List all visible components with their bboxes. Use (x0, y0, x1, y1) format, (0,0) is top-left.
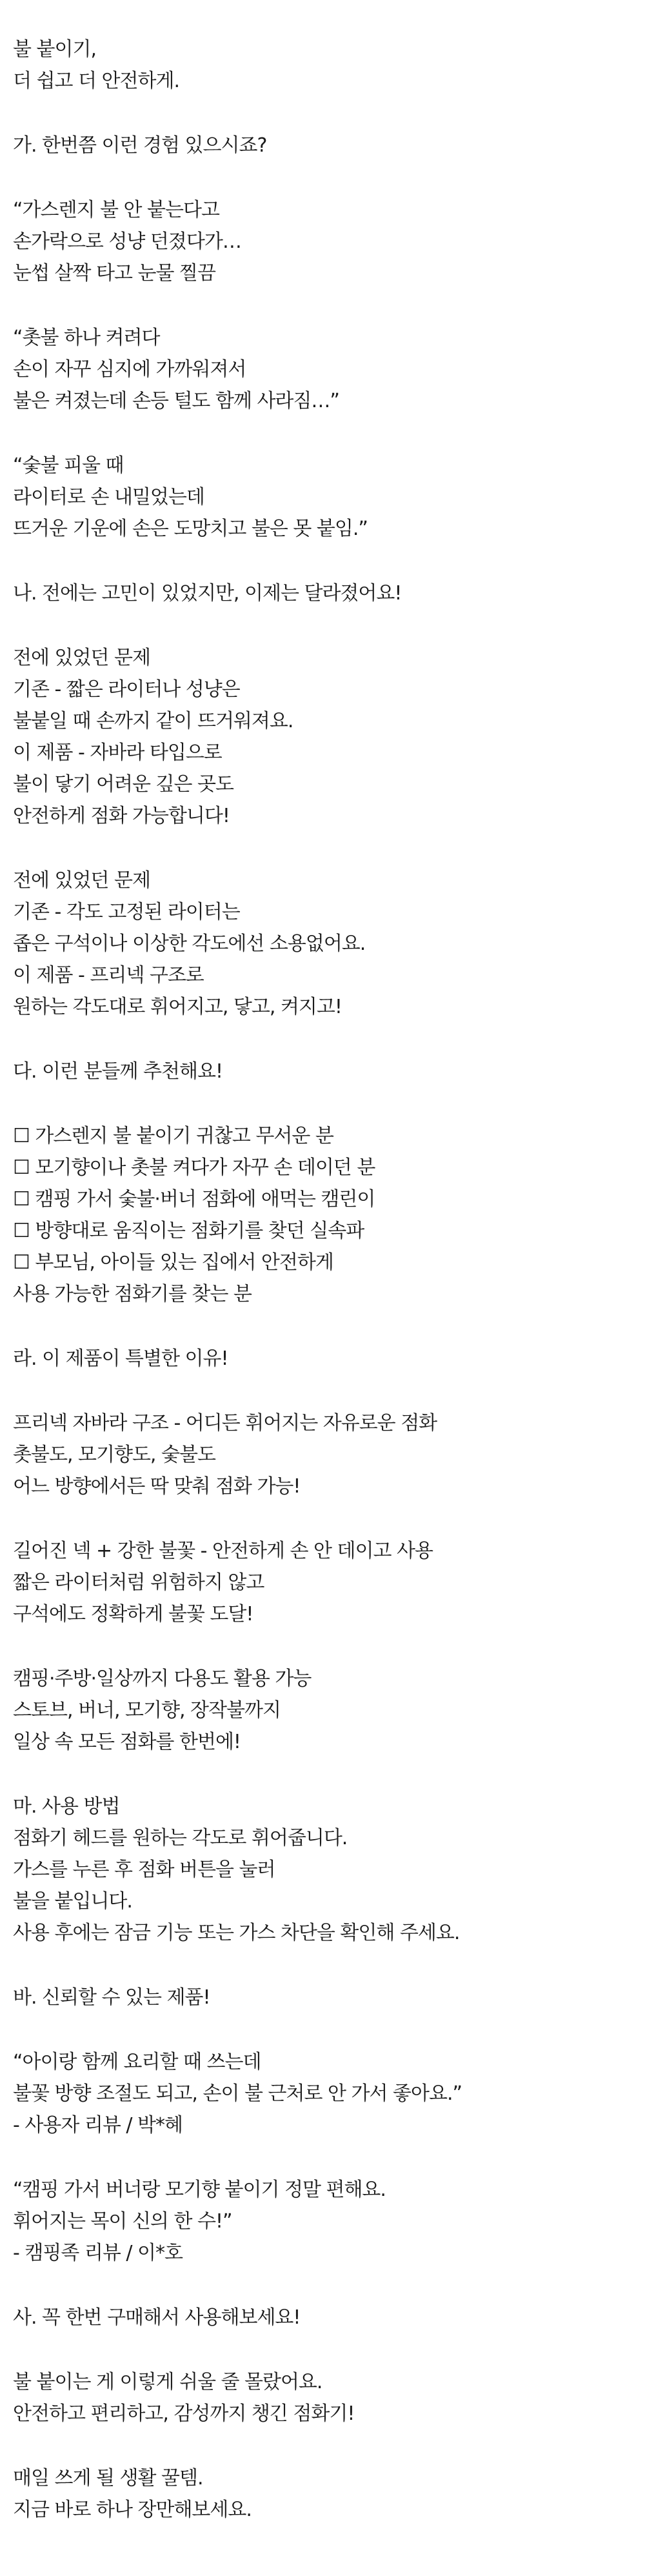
experience-quote-3 (13, 450, 632, 545)
text-line: 라이터로 손 내밀었는데 (13, 486, 204, 508)
text-line: 불꽃 방향 조절도 되고, 손이 불 근처로 안 가서 좋아요.” (13, 2082, 462, 2105)
checklist-item: ☐ 가스렌지 불 붙이기 귀찮고 무서운 분 (13, 1125, 333, 1147)
section-heading-ra (13, 1343, 632, 1374)
text-line: 불붙일 때 손까지 같이 뜨거워져요. (13, 710, 293, 732)
checklist-item: ☐ 부모님, 아이들 있는 집에서 안전하게 (13, 1251, 333, 1274)
text-line: 이 제품 - 자바라 타입으로 (13, 741, 222, 764)
text-line: 전에 있었던 문제 (13, 869, 150, 892)
review-attribution: - 사용자 리뷰 / 박*혜 (13, 2114, 183, 2137)
review-quote-2 (13, 2174, 632, 2269)
text-line: 이 제품 - 프리넥 구조로 (13, 964, 204, 987)
text-line: 프리넥 자바라 구조 - 어디든 휘어지는 자유로운 점화 (13, 1412, 437, 1434)
text-line: 사. 꼭 한번 구매해서 사용해보세요! (13, 2306, 301, 2329)
closing-call-to-action (13, 2462, 632, 2526)
text-line: 불이 닿기 어려운 깊은 곳도 (13, 773, 233, 796)
usage-instructions (13, 1791, 632, 1949)
section-heading-ga (13, 130, 632, 161)
text-line: “아이랑 함께 요리할 때 쓰는데 (13, 2051, 261, 2073)
text-line: 짧은 라이터처럼 위험하지 않고 (13, 1571, 264, 1594)
checklist-item: ☐ 캠핑 가서 숯불·버너 점화에 애먹는 캠린이 (13, 1188, 375, 1211)
text-line: 구석에도 정확하게 불꽃 도달! (13, 1603, 253, 1625)
section-heading-sa (13, 2302, 632, 2333)
text-line: 스토브, 버너, 모기향, 장작불까지 (13, 1699, 281, 1722)
text-line: 불 붙이는 게 이렇게 쉬울 줄 몰랐어요. (13, 2371, 322, 2393)
text-line: 뜨거운 기운에 손은 도망치고 불은 못 붙임.” (13, 518, 368, 540)
text-line: 캠핑·주방·일상까지 다용도 활용 가능 (13, 1667, 312, 1690)
closing-remark (13, 2366, 632, 2430)
feature-block-3 (13, 1663, 632, 1758)
text-line: 가스를 누른 후 점화 버튼을 눌러 (13, 1858, 275, 1881)
text-line: “가스렌지 불 안 붙는다고 (13, 199, 219, 221)
problem-block-2 (13, 865, 632, 1023)
intro-headline (13, 34, 632, 97)
text-line: 마. 사용 방법 (13, 1795, 120, 1818)
text-line: 사용 가능한 점화기를 찾는 분 (13, 1283, 252, 1305)
text-line: 촛불도, 모기향도, 숯불도 (13, 1444, 215, 1466)
text-line: 라. 이 제품이 특별한 이유! (13, 1347, 228, 1370)
text-line: 불은 켜졌는데 손등 털도 함께 사라짐…” (13, 390, 339, 412)
text-line: 안전하고 편리하고, 감성까지 챙긴 점화기! (13, 2402, 355, 2425)
text-line: 더 쉽고 더 안전하게. (13, 70, 179, 92)
problem-block-1 (13, 642, 632, 832)
text-line: 지금 바로 하나 장만해보세요. (13, 2499, 252, 2521)
text-line: 일상 속 모든 점화를 한번에! (13, 1731, 241, 1753)
text-line: 가. 한번쯤 이런 경험 있으시죠? (13, 134, 267, 157)
text-line: 나. 전에는 고민이 있었지만, 이제는 달라졌어요! (13, 582, 402, 605)
text-line: “캠핑 가서 버너랑 모기향 붙이기 정말 편해요. (13, 2179, 386, 2201)
text-line: 매일 쓰게 될 생활 꿀템. (13, 2467, 203, 2490)
text-line: 길어진 넥 + 강한 불꽃 - 안전하게 손 안 데이고 사용 (13, 1540, 433, 1562)
experience-quote-1 (13, 194, 632, 289)
text-line: 기존 - 각도 고정된 라이터는 (13, 901, 240, 923)
feature-block-2 (13, 1535, 632, 1630)
text-line: “숯불 피울 때 (13, 454, 124, 477)
review-quote-1 (13, 2046, 632, 2141)
text-line: 어느 방향에서든 딱 맞춰 점화 가능! (13, 1475, 301, 1498)
text-line: 다. 이런 분들께 추천해요! (13, 1060, 223, 1083)
section-heading-ba (13, 1982, 632, 2013)
text-line: 좁은 구석이나 이상한 각도에선 소용없어요. (13, 932, 366, 955)
text-line: 안전하게 점화 가능합니다! (13, 805, 230, 827)
text-line: 점화기 헤드를 원하는 각도로 휘어줍니다. (13, 1827, 348, 1849)
recommend-checklist (13, 1120, 632, 1310)
text-line: 손이 자꾸 심지에 가까워져서 (13, 358, 246, 381)
checklist-item: ☐ 모기향이나 촛불 켜다가 자꾸 손 데이던 분 (13, 1156, 375, 1179)
text-line: 기존 - 짧은 라이터나 성냥은 (13, 678, 240, 701)
text-line: 휘어지는 목이 신의 한 수!” (13, 2210, 232, 2233)
review-attribution: - 캠핑족 리뷰 / 이*호 (13, 2242, 183, 2264)
section-heading-na (13, 578, 632, 609)
text-line: 바. 신뢰할 수 있는 제품! (13, 1986, 210, 2009)
text-line: 불 붙이기, (13, 38, 96, 61)
text-line: 사용 후에는 잠금 기능 또는 가스 차단을 확인해 주세요. (13, 1922, 460, 1944)
document-body (13, 34, 632, 2526)
text-line: 원하는 각도대로 휘어지고, 닿고, 켜지고! (13, 996, 342, 1018)
experience-quote-2 (13, 322, 632, 417)
text-line: 눈썹 살짝 타고 눈물 찔끔 (13, 262, 215, 285)
section-heading-da (13, 1056, 632, 1087)
text-line: 불을 붙입니다. (13, 1890, 132, 1913)
text-line: 손가락으로 성냥 던졌다가… (13, 230, 241, 253)
checklist-item: ☐ 방향대로 움직이는 점화기를 찾던 실속파 (13, 1220, 364, 1242)
feature-block-1 (13, 1407, 632, 1502)
text-line: 전에 있었던 문제 (13, 647, 150, 669)
text-line: “촛불 하나 켜려다 (13, 327, 160, 349)
